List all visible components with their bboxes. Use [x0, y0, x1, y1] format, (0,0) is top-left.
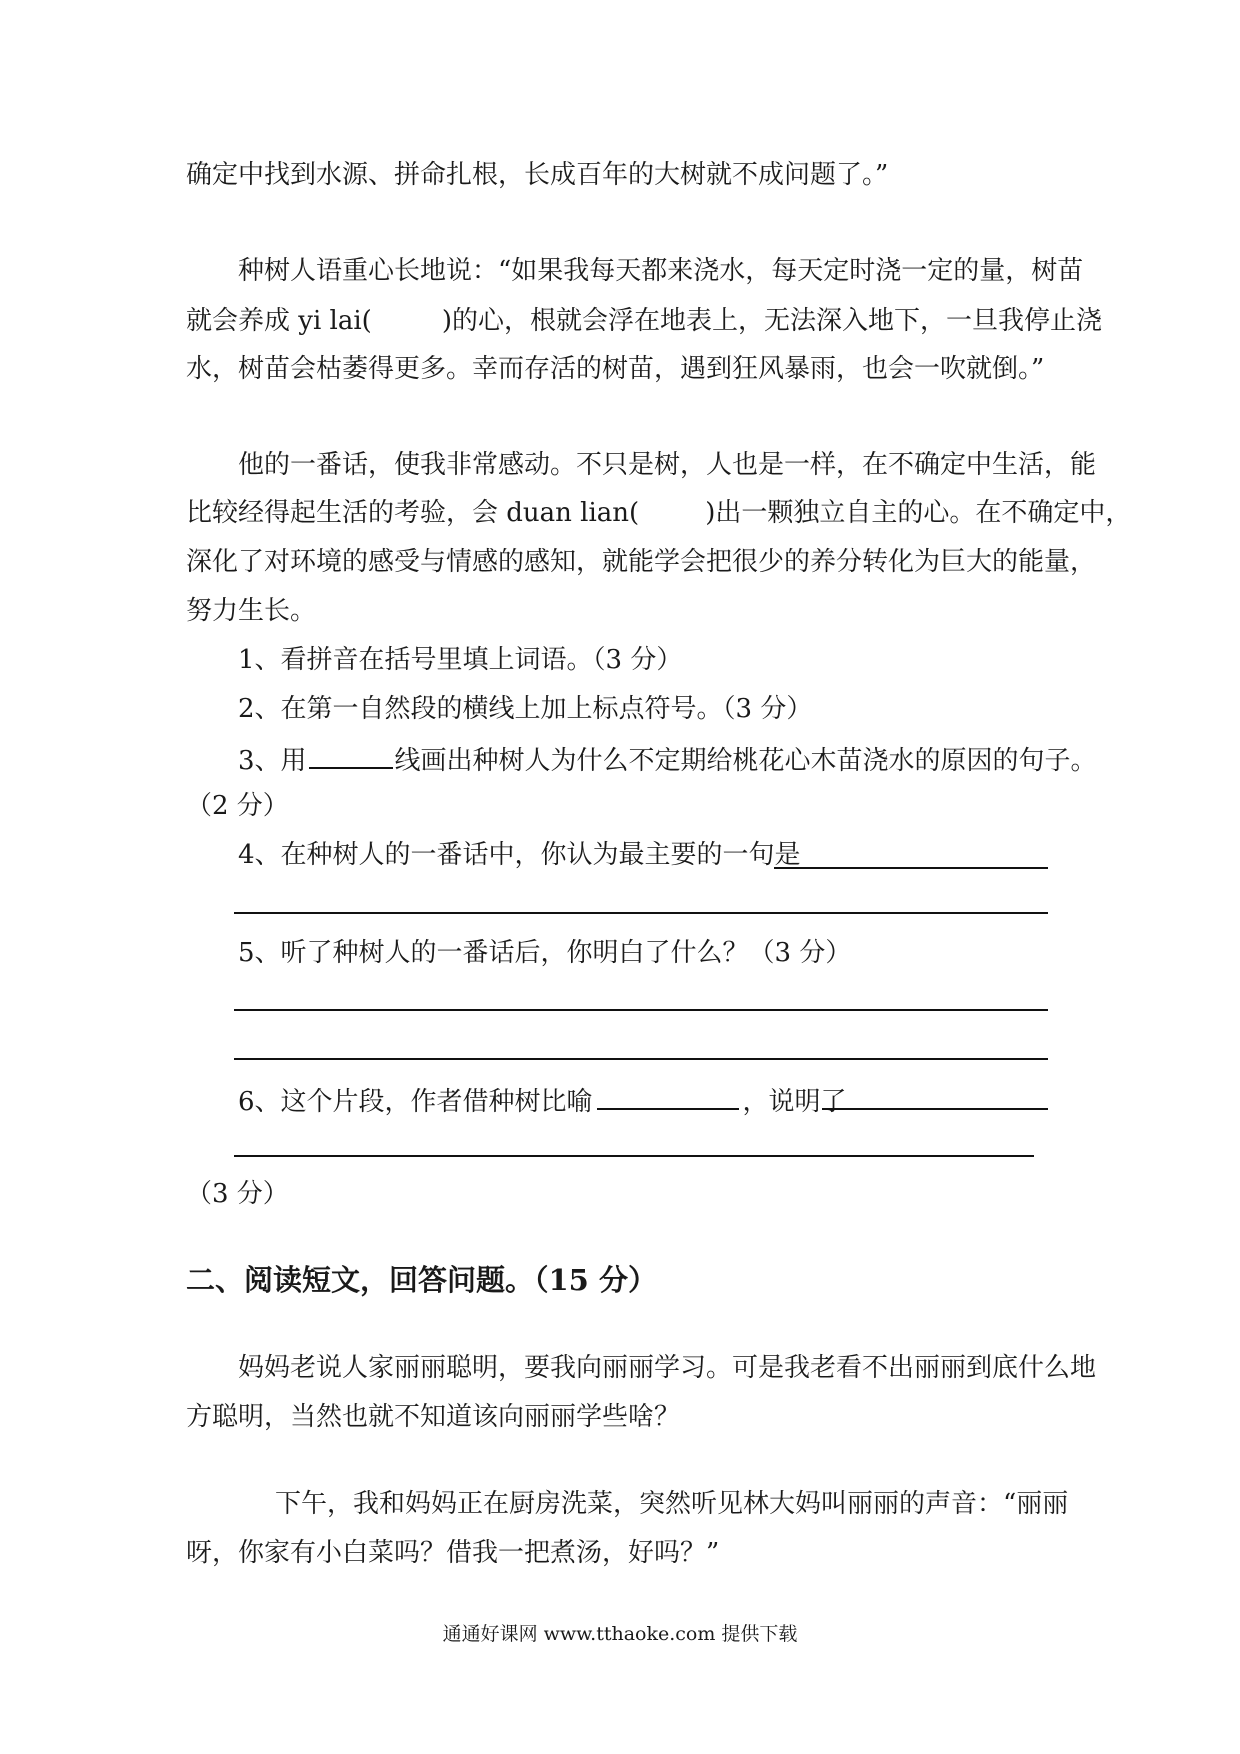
- passage1-line: 确定中找到水源、拼命扎根，长成百年的大树就不成问题了。”: [186, 160, 889, 190]
- question-1: 1、看拼音在括号里填上词语。（3 分）: [238, 645, 683, 675]
- passage1-line: [186, 304, 1102, 338]
- question-text: ，说明了: [742, 1087, 847, 1117]
- answer-line[interactable]: [234, 1009, 1048, 1011]
- passage1-line: [186, 496, 1131, 530]
- question-6-score: （3 分）: [186, 1179, 289, 1209]
- answer-line[interactable]: [234, 1155, 1034, 1157]
- passage-text: )的心，根就会浮在地表上，无法深入地下，一旦我停止浇: [441, 306, 1102, 336]
- question-4: 4、在种树人的一番话中，你认为最主要的一句是: [238, 840, 801, 870]
- passage2-line: 方聪明，当然也就不知道该向丽丽学些啥？: [186, 1402, 681, 1432]
- passage1-line: 努力生长。: [186, 596, 317, 626]
- question-2: 2、在第一自然段的横线上加上标点符号。（3 分）: [238, 694, 813, 724]
- passage-text: )出一颗独立自主的心。在不确定中，: [705, 498, 1132, 528]
- answer-line[interactable]: [309, 741, 393, 769]
- answer-line[interactable]: [822, 1108, 1048, 1110]
- question-3-score: （2 分）: [186, 791, 289, 821]
- question-text: 6、这个片段，作者借种树比喻: [238, 1087, 593, 1117]
- question-5: 5、听了种树人的一番话后，你明白了什么？（3 分）: [238, 938, 852, 968]
- passage1-line: 他的一番话，使我非常感动。不只是树，人也是一样，在不确定中生活，能: [238, 450, 1097, 480]
- section-heading: 二、阅读短文，回答问题。（15 分）: [186, 1263, 657, 1297]
- question-text: 线画出种树人为什么不定期给桃花心木苗浇水的原因的句子。: [394, 746, 1097, 776]
- answer-line[interactable]: [234, 912, 1048, 914]
- answer-line[interactable]: [774, 867, 1048, 869]
- question-3: [238, 741, 1097, 778]
- passage2-line: 呀，你家有小白菜吗？借我一把煮汤，好吗？”: [186, 1538, 720, 1568]
- answer-line[interactable]: [234, 1058, 1048, 1060]
- pinyin-prompt: 就会养成 yi lai(: [186, 306, 372, 336]
- question-6: [238, 1082, 847, 1119]
- passage1-line: 深化了对环境的感受与情感的感知，就能学会把很少的养分转化为巨大的能量，: [186, 547, 1097, 577]
- passage2-line: 下午，我和妈妈正在厨房洗菜，突然听见林大妈叫丽丽的声音：“丽丽: [275, 1489, 1069, 1519]
- pinyin-prompt: 比较经得起生活的考验，会 duan lian(: [186, 498, 640, 528]
- footer-credit: 通通好课网 www.tthaoke.com 提供下载: [442, 1623, 798, 1645]
- passage1-line: 水，树苗会枯萎得更多。幸而存活的树苗，遇到狂风暴雨，也会一吹就倒。”: [186, 354, 1045, 384]
- passage1-line: 种树人语重心长地说：“如果我每天都来浇水，每天定时浇一定的量，树苗: [238, 256, 1084, 286]
- question-text: 3、用: [238, 746, 307, 776]
- answer-line[interactable]: [597, 1082, 739, 1110]
- passage2-line: 妈妈老说人家丽丽聪明，要我向丽丽学习。可是我老看不出丽丽到底什么地: [238, 1353, 1097, 1383]
